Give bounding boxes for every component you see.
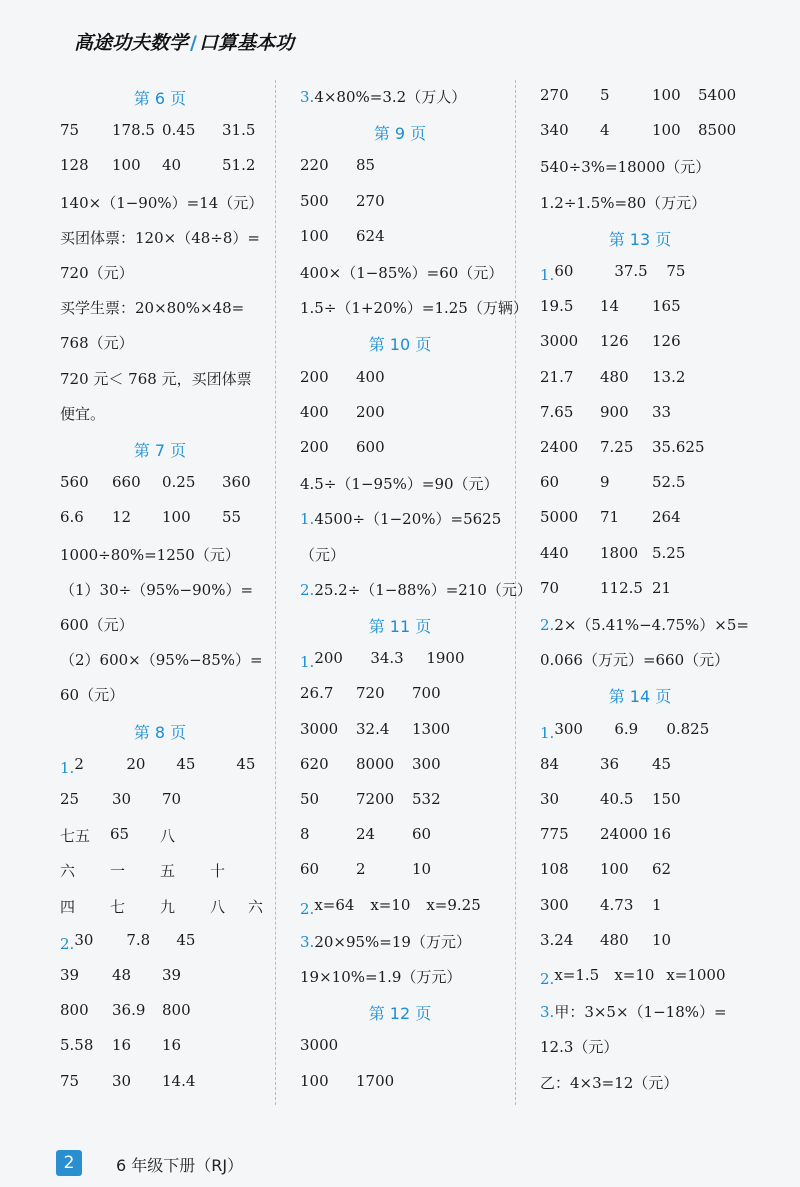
- answer-cell: 七五: [60, 827, 91, 846]
- answer-text: 1.5÷（1+20%）=1.25（万辆）: [300, 299, 528, 318]
- answer-line: [540, 156, 710, 177]
- answer-cell: 1: [652, 895, 662, 914]
- answer-text: 买学生票：20×80%×48=: [60, 299, 245, 318]
- answer-cell: 340: [540, 121, 569, 140]
- answer-cell: 25: [60, 790, 80, 808]
- answer-cell: 八: [160, 827, 176, 846]
- answer-cell: x=10: [614, 966, 655, 984]
- answer-cell: 400: [300, 402, 329, 421]
- answer-row: [60, 1001, 290, 1023]
- answer-row: [300, 649, 544, 671]
- answer-cell: 45: [652, 754, 672, 773]
- answer-line: [300, 473, 499, 494]
- answer-row: [300, 790, 530, 812]
- answer-cell: 45: [176, 754, 196, 773]
- section-title: 第 11 页: [368, 617, 432, 636]
- answer-row: [540, 720, 784, 742]
- answer-text: 60（元）: [60, 686, 125, 705]
- answer-text: （2）600×（95%−85%）=: [60, 651, 263, 670]
- answer-text: 540÷3%=18000（元）: [540, 158, 711, 177]
- answer-row: [540, 860, 770, 882]
- answer-row: [300, 368, 530, 390]
- answer-cell: 40: [162, 156, 182, 175]
- answer-cell: 100: [162, 508, 191, 527]
- answer-column-3: [540, 80, 770, 1100]
- answer-row: [540, 755, 770, 777]
- answer-cell: 75: [666, 262, 686, 280]
- answer-cell: 21.7: [540, 367, 574, 386]
- answer-cell: 5.58: [60, 1036, 94, 1055]
- answer-cell: 一: [110, 862, 126, 881]
- answer-cell: 440: [540, 543, 569, 562]
- answer-cell: 6.9: [614, 719, 639, 738]
- answer-line: [60, 684, 124, 705]
- answer-row: [300, 860, 530, 882]
- answer-cell: 3000: [300, 719, 339, 738]
- answer-cell: 26.7: [300, 684, 334, 703]
- answer-cell: 37.5: [614, 262, 648, 280]
- answer-cell: 50: [300, 790, 320, 808]
- answer-row: [60, 473, 290, 495]
- answer-cell: 2: [74, 754, 84, 773]
- answer-cell: 0.45: [162, 121, 196, 140]
- answer-cell: 24000: [600, 825, 648, 844]
- answer-line: [300, 262, 503, 283]
- answer-cell: 0.825: [666, 719, 710, 738]
- answer-cell: 十: [210, 862, 226, 881]
- answer-cell: 85: [356, 156, 376, 175]
- answer-row: [540, 544, 770, 566]
- answer-cell: 480: [600, 930, 629, 949]
- answer-cell: 九: [160, 897, 176, 916]
- answer-cell: 35.625: [652, 438, 705, 456]
- answer-row: [60, 1072, 290, 1094]
- answer-cell: 100: [112, 156, 141, 175]
- answer-text: 买团体票：120×（48÷8）=: [60, 228, 260, 247]
- answer-row: [540, 790, 770, 812]
- answer-column-1: [60, 80, 265, 1100]
- answer-cell: 10: [652, 930, 672, 949]
- answer-cell: 165: [652, 297, 681, 316]
- book-header: [74, 28, 294, 55]
- answer-cell: 70: [540, 578, 560, 597]
- answer-cell: 60: [300, 860, 320, 879]
- answer-cell: 5: [600, 86, 610, 104]
- question-number: 1.: [60, 758, 75, 777]
- answer-cell: 2400: [540, 438, 579, 456]
- answer-cell: 52.5: [652, 473, 686, 492]
- answer-cell: 400: [356, 367, 385, 386]
- answer-row: [540, 403, 770, 425]
- answer-cell: 100: [300, 1071, 329, 1090]
- answer-cell: 33: [652, 402, 672, 421]
- answer-cell: 八: [210, 897, 226, 916]
- answer-cell: 16: [112, 1036, 132, 1055]
- answer-row: [540, 262, 784, 284]
- answer-cell: 3000: [300, 1036, 339, 1055]
- answer-row: [300, 156, 530, 178]
- answer-text: 4500÷（1−20%）=5625: [314, 510, 502, 529]
- answer-line: [60, 614, 134, 635]
- answer-row: [300, 825, 530, 847]
- header-separator: /: [190, 32, 197, 54]
- section-title: 第 6 页: [133, 89, 187, 108]
- answer-cell: 5000: [540, 508, 579, 527]
- answer-cell: 0.25: [162, 473, 196, 492]
- answer-cell: 24: [356, 825, 376, 844]
- answer-row: [60, 121, 290, 143]
- answer-cell: 700: [412, 684, 441, 703]
- answer-cell: 128: [60, 156, 89, 175]
- answer-cell: 2: [356, 860, 366, 879]
- answer-cell: 150: [652, 790, 681, 808]
- answer-text: 600（元）: [60, 616, 134, 634]
- section-title: 第 8 页: [133, 722, 187, 742]
- answer-cell: 270: [540, 86, 569, 104]
- section-title: 第 10 页: [368, 335, 432, 355]
- answer-cell: 100: [652, 86, 681, 104]
- question-number: 1.: [540, 723, 555, 742]
- answer-cell: 13.2: [652, 367, 686, 386]
- answer-line: [300, 508, 501, 529]
- answer-row: [300, 1072, 530, 1094]
- answer-line: [300, 966, 461, 987]
- answer-cell: 112.5: [600, 578, 643, 597]
- answer-cell: 16: [652, 825, 672, 844]
- answer-cell: 7.25: [600, 438, 634, 456]
- answer-cell: 5400: [698, 86, 737, 104]
- answer-cell: 1300: [412, 719, 451, 738]
- answer-line: [60, 403, 105, 424]
- answer-line: [60, 368, 252, 389]
- answer-cell: 100: [652, 121, 681, 140]
- answer-row: [300, 192, 530, 214]
- answer-cell: 60: [412, 825, 432, 844]
- question-number: 3.: [300, 88, 315, 106]
- answer-line: [60, 649, 263, 670]
- answer-cell: 126: [652, 332, 681, 351]
- answer-row: [300, 755, 530, 777]
- answer-cell: 720: [356, 684, 385, 703]
- answer-row: [540, 473, 770, 495]
- answer-row: [60, 860, 290, 882]
- answer-row: [300, 720, 530, 742]
- answer-text: 甲：3×5×（1−18%）=: [554, 1003, 727, 1022]
- section-title: 第 9 页: [373, 124, 427, 144]
- answer-row: [540, 896, 770, 918]
- answer-text: 12.3（元）: [540, 1038, 619, 1057]
- answer-cell: 四: [60, 897, 76, 916]
- answer-cell: 1700: [356, 1071, 395, 1090]
- answer-text: 720 元＜ 768 元，买团体票: [60, 369, 252, 388]
- answer-row: [540, 825, 770, 847]
- answer-cell: 108: [540, 860, 569, 879]
- answer-row: [300, 227, 530, 249]
- answer-cell: 270: [356, 191, 385, 210]
- answer-text: 1000÷80%=1250（元）: [60, 545, 240, 564]
- answer-cell: 5.25: [652, 543, 686, 562]
- answer-cell: 600: [356, 438, 385, 456]
- answer-cell: 360: [222, 473, 251, 492]
- answer-cell: 200: [356, 402, 385, 421]
- answer-line: [60, 544, 240, 565]
- answer-cell: 4: [600, 121, 610, 140]
- answer-cell: 300: [554, 719, 583, 738]
- answer-row: [300, 403, 530, 425]
- answer-line: [60, 227, 260, 248]
- answer-line: [60, 332, 134, 353]
- answer-cell: 126: [600, 332, 629, 351]
- answer-cell: 21: [652, 578, 672, 597]
- answer-cell: 100: [300, 226, 329, 245]
- answer-cell: 300: [412, 754, 441, 773]
- question-number: 2.: [300, 899, 315, 918]
- answer-line: [300, 579, 532, 600]
- answer-row: [540, 297, 770, 319]
- answer-text: 1.2÷1.5%=80（万元）: [540, 193, 707, 212]
- answer-line: [540, 614, 749, 635]
- answer-cell: 4.73: [600, 895, 634, 914]
- answer-cell: 624: [356, 226, 385, 245]
- answer-cell: 300: [540, 895, 569, 914]
- answer-row: [60, 966, 290, 988]
- answer-cell: 五: [160, 862, 176, 881]
- answer-cell: 31.5: [222, 121, 256, 140]
- answer-cell: 8000: [356, 754, 395, 773]
- answer-text: 25.2÷（1−88%）=210（元）: [314, 580, 532, 599]
- answer-cell: x=64: [314, 895, 355, 914]
- answer-text: 0.066（万元）=660（元）: [540, 651, 730, 670]
- answer-cell: 200: [300, 367, 329, 386]
- answer-row: [540, 931, 770, 953]
- answer-cell: 60: [540, 473, 560, 492]
- answer-cell: 620: [300, 754, 329, 773]
- answer-cell: 60: [554, 262, 574, 280]
- answer-row: [540, 332, 770, 354]
- answer-cell: x=1000: [666, 966, 726, 984]
- answer-cell: 51.2: [222, 156, 256, 175]
- answer-cell: 84: [540, 754, 560, 773]
- answer-cell: 36.9: [112, 1001, 146, 1020]
- answer-cell: 62: [652, 860, 672, 879]
- answer-cell: 30: [112, 1071, 132, 1090]
- question-number: 1.: [540, 266, 555, 284]
- answer-column-2: [300, 80, 532, 1100]
- question-number: 2.: [540, 616, 555, 634]
- answer-cell: 1900: [426, 649, 465, 668]
- answer-cell: 900: [600, 402, 629, 421]
- answer-row: [300, 684, 530, 706]
- grade-label: 6 年级下册（RJ）: [116, 1156, 244, 1175]
- answer-text: 便宜。: [60, 404, 106, 423]
- answer-cell: 71: [600, 508, 620, 527]
- answer-row: [540, 966, 784, 988]
- answer-line: [60, 297, 244, 318]
- answer-cell: 七: [110, 897, 126, 916]
- answer-row: [60, 508, 290, 530]
- answer-row: [540, 368, 770, 390]
- answer-row: [300, 896, 544, 918]
- answer-text: 2×（5.41%−4.75%）×5=: [554, 616, 749, 634]
- answer-row: [300, 1036, 530, 1058]
- answer-cell: 220: [300, 156, 329, 175]
- answer-text: 140×（1−90%）=14（元）: [60, 193, 264, 212]
- answer-cell: 10: [412, 860, 432, 879]
- answer-text: （1）30÷（95%−90%）=: [60, 580, 254, 599]
- answer-row: [540, 579, 770, 601]
- answer-cell: 500: [300, 191, 329, 210]
- answer-cell: 75: [60, 121, 80, 140]
- answer-text: 720（元）: [60, 264, 134, 282]
- answer-cell: 六: [248, 897, 264, 916]
- answer-row: [540, 508, 770, 530]
- question-number: 2.: [540, 970, 555, 988]
- answer-cell: 3000: [540, 332, 579, 351]
- answer-text: 19×10%=1.9（万元）: [300, 968, 462, 986]
- header-title-right: 口算基本功: [198, 32, 294, 54]
- answer-row: [540, 438, 770, 460]
- answer-cell: 40.5: [600, 790, 634, 808]
- answer-cell: 16: [162, 1036, 182, 1055]
- answer-cell: 178.5: [112, 121, 155, 140]
- answer-cell: x=10: [370, 895, 411, 914]
- answer-line: [300, 297, 528, 318]
- answer-cell: 39: [60, 966, 80, 984]
- answer-cell: 9: [600, 473, 610, 492]
- section-title: 第 14 页: [608, 687, 672, 707]
- answer-row: [300, 438, 530, 460]
- answer-row: [540, 86, 770, 108]
- answer-cell: 7200: [356, 790, 395, 808]
- answer-text: 4.5÷（1−95%）=90（元）: [300, 475, 499, 494]
- answer-line: [60, 579, 253, 600]
- answer-line: [540, 1072, 678, 1093]
- answer-row: [60, 755, 304, 777]
- answer-cell: 560: [60, 473, 89, 492]
- answer-line: [540, 649, 729, 670]
- answer-cell: 800: [162, 1001, 191, 1020]
- answer-cell: 1800: [600, 543, 639, 562]
- answer-text: 20×95%=19（万元）: [314, 932, 471, 951]
- answer-cell: 32.4: [356, 719, 390, 738]
- answer-cell: 55: [222, 508, 242, 527]
- answer-cell: 264: [652, 508, 681, 527]
- section-title: 第 13 页: [608, 229, 672, 249]
- answer-cell: 30: [74, 930, 94, 949]
- answer-line: [60, 192, 263, 213]
- answer-cell: 6.6: [60, 508, 84, 527]
- answer-cell: 8: [300, 825, 310, 844]
- answer-cell: 14.4: [162, 1071, 196, 1090]
- answer-cell: 200: [300, 438, 329, 456]
- answer-row: [60, 1036, 290, 1058]
- answer-row: [60, 896, 290, 918]
- answer-cell: 775: [540, 825, 569, 844]
- answer-text: 4×80%=3.2（万人）: [314, 88, 467, 106]
- answer-cell: 14: [600, 297, 620, 316]
- question-number: 2.: [60, 934, 75, 953]
- answer-row: [60, 931, 304, 953]
- answer-text: （元）: [300, 545, 346, 564]
- answer-cell: 45: [236, 754, 256, 773]
- answer-cell: 20: [126, 754, 146, 773]
- answer-text: 768（元）: [60, 334, 134, 353]
- answer-cell: 30: [112, 790, 132, 808]
- answer-row: [540, 121, 770, 143]
- page-number-badge: 2: [56, 1150, 82, 1176]
- answer-cell: 8500: [698, 121, 737, 140]
- answer-cell: 200: [314, 649, 343, 668]
- section-title: 第 12 页: [368, 1004, 432, 1024]
- answer-line: [540, 192, 706, 213]
- answer-cell: 30: [540, 790, 560, 808]
- answer-line: [540, 1036, 618, 1057]
- answer-line: [300, 931, 471, 952]
- answer-cell: 48: [112, 966, 132, 984]
- answer-text: 乙：4×3=12（元）: [540, 1073, 679, 1092]
- answer-cell: 六: [60, 862, 76, 881]
- section-title: 第 7 页: [133, 441, 187, 460]
- answer-cell: 7.8: [126, 930, 151, 949]
- question-number: 2.: [300, 580, 315, 599]
- answer-cell: 7.65: [540, 402, 574, 421]
- question-number: 3.: [300, 932, 315, 951]
- answer-line: [300, 86, 466, 107]
- answer-cell: 480: [600, 367, 629, 386]
- answer-row: [60, 156, 290, 178]
- answer-line: [60, 262, 134, 283]
- answer-cell: 39: [162, 966, 182, 984]
- answer-line: [540, 1001, 727, 1022]
- answer-cell: 532: [412, 790, 441, 808]
- answer-row: [60, 825, 290, 847]
- answer-cell: 3.24: [540, 930, 574, 949]
- answer-cell: x=1.5: [554, 966, 600, 984]
- answer-cell: 19.5: [540, 297, 574, 316]
- answer-cell: 45: [176, 930, 196, 949]
- question-number: 1.: [300, 510, 315, 529]
- answer-cell: 65: [110, 825, 130, 844]
- header-title-left: 高途功夫数学: [74, 32, 189, 54]
- answer-cell: 100: [600, 860, 629, 879]
- answer-cell: 660: [112, 473, 141, 492]
- answer-cell: 70: [162, 790, 182, 808]
- answer-cell: 75: [60, 1071, 80, 1090]
- answer-row: [60, 790, 290, 812]
- answer-cell: 34.3: [370, 649, 404, 668]
- answer-line: [300, 544, 345, 565]
- answer-cell: 12: [112, 508, 132, 527]
- question-number: 3.: [540, 1003, 555, 1022]
- answer-text: 400×（1−85%）=60（元）: [300, 264, 504, 282]
- answer-cell: x=9.25: [426, 895, 481, 914]
- question-number: 1.: [300, 653, 315, 672]
- answer-cell: 800: [60, 1001, 89, 1020]
- answer-cell: 36: [600, 754, 620, 773]
